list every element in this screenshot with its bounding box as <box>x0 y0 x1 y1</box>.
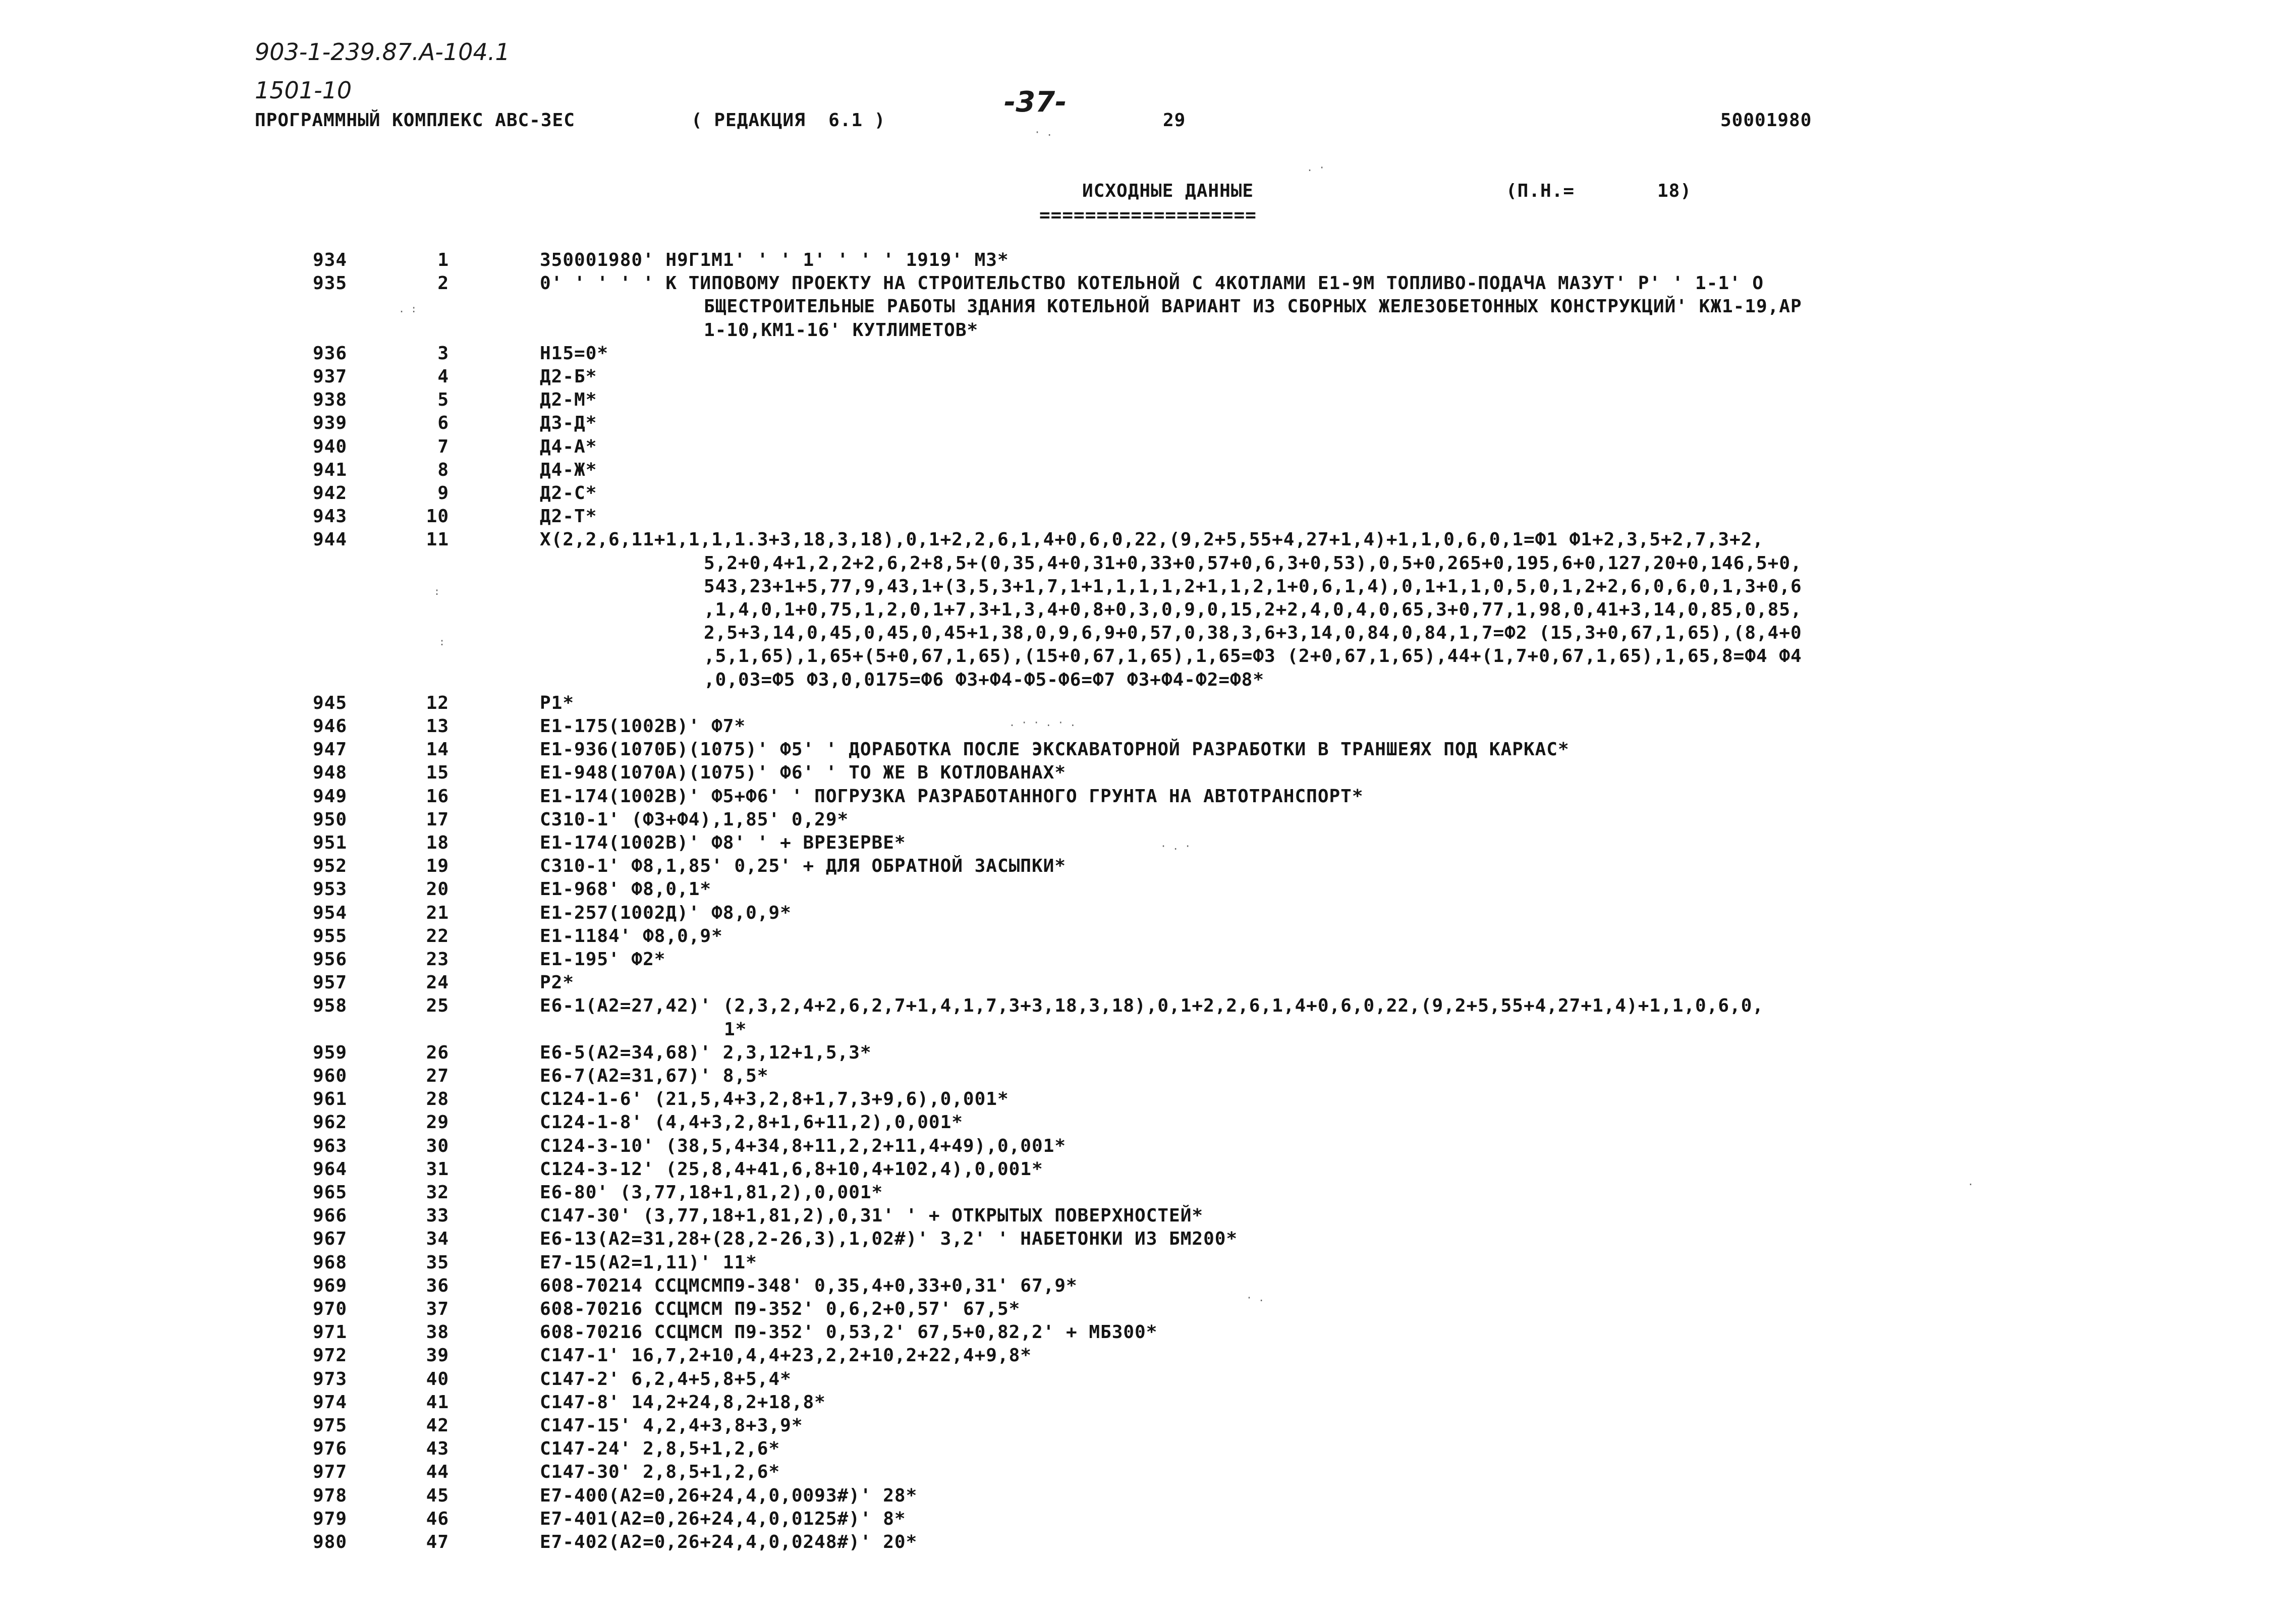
statement-number: 13 <box>426 716 449 737</box>
statement-text: Х(2,2,6,11+1,1,1,1.3+3,18,3,18),0,1+2,2,6,1,4+0,6,0,22,(9,2+5,55+4,27+1,4)+1,1,0,6,0,1=Ф1 Ф1+2,3,5+2,7,3+2, <box>540 529 1764 550</box>
statement-continuation: 2,5+3,14,0,45,0,45,0,45+1,38,0,9,6,9+0,57,0,38,3,6+3,14,0,84,0,84,1,7=Ф2 (15,3+0,67,1,65),(8,4+0 <box>704 623 1802 644</box>
line-number: 951 <box>312 832 347 853</box>
statement-number: 6 <box>437 413 449 434</box>
line-number: 964 <box>312 1158 347 1180</box>
statement-number: 31 <box>426 1158 449 1180</box>
statement-text: С147-24' 2,8,5+1,2,6* <box>540 1438 780 1460</box>
statement-text: С147-1' 16,7,2+10,4,4+23,2,2+10,2+22,4+9,8* <box>540 1345 1032 1366</box>
statement-continuation: 1-10,КМ1-16' КУТЛИМЕТОВ* <box>704 319 979 341</box>
statement-number: 42 <box>426 1415 449 1436</box>
line-number: 937 <box>312 366 347 387</box>
statement-text: Е1-174(1002В)' Ф8' ' + ВРЕЗЕРВЕ* <box>540 832 906 853</box>
statement-text: 608-70214 ССЦМСМП9-348' 0,35,4+0,33+0,31' 67,9* <box>540 1275 1078 1296</box>
statement-number: 41 <box>426 1392 449 1413</box>
statement-text: Е1-174(1002В)' Ф5+Ф6' ' ПОГРУЗКА РАЗРАБОТАННОГО ГРУНТА НА АВТОТРАНСПОРТ* <box>540 786 1364 807</box>
line-number: 944 <box>312 529 347 550</box>
line-number: 936 <box>312 343 347 364</box>
statement-number: 2 <box>437 273 449 294</box>
statement-text: Д2-Б* <box>540 366 597 387</box>
statement-number: 16 <box>426 786 449 807</box>
statement-text: С147-30' (3,77,18+1,81,2),0,31' ' + ОТКРЫТЫХ ПОВЕРХНОСТЕЙ* <box>540 1205 1204 1227</box>
line-number: 952 <box>312 856 347 877</box>
line-number: 980 <box>312 1532 347 1552</box>
statement-text: Е6-80' (3,77,18+1,81,2),0,001* <box>540 1182 883 1203</box>
line-number: 969 <box>312 1275 347 1296</box>
statement-number: 34 <box>426 1229 449 1250</box>
statement-number: 19 <box>426 856 449 877</box>
scan-speck: · . <box>1246 1292 1265 1304</box>
statement-number: 5 <box>437 390 449 411</box>
statement-text: Е6-1(А2=27,42)' (2,3,2,4+2,6,2,7+1,4,1,7,3+3,18,3,18),0,1+2,2,6,1,4+0,6,0,22,(9,2+5,55+4,27+1,4)+1,1,0,6,0, <box>540 995 1764 1017</box>
statement-number: 22 <box>426 925 449 947</box>
line-number: 973 <box>312 1368 347 1389</box>
statement-text: Е1-195' Ф2* <box>540 949 666 970</box>
statement-number: 9 <box>437 483 449 504</box>
statement-number: 24 <box>426 972 449 993</box>
statement-continuation: ,1,4,0,1+0,75,1,2,0,1+7,3+1,3,4+0,8+0,3,0,9,0,15,2+2,4,0,4,0,65,3+0,77,1,98,0,41+3,14,0,85,0,85, <box>704 599 1802 620</box>
statement-number: 32 <box>426 1182 449 1203</box>
line-number: 966 <box>312 1205 347 1227</box>
statement-number: 38 <box>426 1322 449 1343</box>
statement-number: 43 <box>426 1438 449 1460</box>
statement-number: 20 <box>426 879 449 900</box>
line-number: 954 <box>312 902 347 923</box>
line-number: 968 <box>312 1252 347 1273</box>
statement-text: Е1-948(1070А)(1075)' Ф6' ' ТО ЖЕ В КОТЛОВАНАХ* <box>540 762 1066 784</box>
statement-text: С147-2' 6,2,4+5,8+5,4* <box>540 1368 792 1389</box>
statement-number: 10 <box>426 506 449 527</box>
statement-text: Е7-15(А2=1,11)' 11* <box>540 1252 757 1273</box>
scan-speck: : <box>439 636 445 648</box>
statement-number: 15 <box>426 762 449 784</box>
section-title: ИСХОДНЫЕ ДАННЫЕ <box>1082 181 1254 201</box>
line-number: 961 <box>312 1089 347 1110</box>
statement-number: 27 <box>426 1066 449 1086</box>
line-number: 948 <box>312 762 347 784</box>
line-number: 960 <box>312 1066 347 1086</box>
line-number: 974 <box>312 1392 347 1413</box>
document-code: 50001980 <box>1720 110 1812 131</box>
page-ref-label: (П.Н.= <box>1506 181 1575 201</box>
statement-text: 0' ' ' ' ' К ТИПОВОМУ ПРОЕКТУ НА СТРОИТЕЛЬСТВО КОТЕЛЬНОЙ С 4КОТЛАМИ Е1-9М ТОПЛИВО-ПОДАЧА МАЗУТ' Р' ' 1-1' О <box>540 273 1764 294</box>
statement-text: Е1-1184' Ф8,0,9* <box>540 925 723 947</box>
line-number: 941 <box>312 459 347 480</box>
section-underline: =================== <box>1039 205 1257 226</box>
handwritten-page-number: -37- <box>1004 86 1067 119</box>
statement-number: 45 <box>426 1485 449 1506</box>
statement-number: 8 <box>437 459 449 480</box>
statement-text: 608-70216 ССЦМСМ П9-352' 0,6,2+0,57' 67,5* <box>540 1299 1021 1319</box>
line-number: 949 <box>312 786 347 807</box>
program-name: ПРОГРАММНЫЙ КОМПЛЕКС АВС-3ЕС <box>255 110 575 131</box>
statement-text: С147-15' 4,2,4+3,8+3,9* <box>540 1415 803 1436</box>
line-number: 956 <box>312 949 347 970</box>
line-number: 945 <box>312 692 347 713</box>
statement-number: 46 <box>426 1508 449 1529</box>
scan-speck: . · <box>1307 161 1325 174</box>
statement-continuation: 5,2+0,4+1,2,2+2,6,2+8,5+(0,35,4+0,31+0,33+0,57+0,6,3+0,53),0,5+0,265+0,195,6+0,127,20+0,146,5+0, <box>704 552 1802 574</box>
statement-continuation: БЩЕСТРОИТЕЛЬНЫЕ РАБОТЫ ЗДАНИЯ КОТЕЛЬНОЙ ВАРИАНТ ИЗ СБОРНЫХ ЖЕЛЕЗОБЕТОННЫХ КОНСТРУКЦИЙ' КЖ1-19,АР <box>704 296 1802 317</box>
statement-number: 30 <box>426 1135 449 1156</box>
statement-text: Е6-7(А2=31,67)' 8,5* <box>540 1066 769 1086</box>
line-number: 963 <box>312 1135 347 1156</box>
line-number: 958 <box>312 995 347 1017</box>
line-number: 940 <box>312 436 347 457</box>
statement-text: 350001980' Н9Г1М1' ' ' 1' ' ' ' 1919' М3* <box>540 250 1009 270</box>
statement-text: Д4-Ж* <box>540 459 597 480</box>
handwritten-doc-number: 903-1-239.87.А-104.1 <box>255 38 510 66</box>
edition: ( РЕДАКЦИЯ 6.1 ) <box>691 110 886 131</box>
statement-number: 28 <box>426 1089 449 1110</box>
statement-text: С147-30' 2,8,5+1,2,6* <box>540 1462 780 1483</box>
statement-text: Е6-5(А2=34,68)' 2,3,12+1,5,3* <box>540 1042 872 1063</box>
line-number: 967 <box>312 1229 347 1250</box>
statement-text: Д2-Т* <box>540 506 597 527</box>
statement-number: 7 <box>437 436 449 457</box>
scan-speck: . : <box>399 303 417 315</box>
statement-text: С124-3-12' (25,8,4+41,6,8+10,4+102,4),0,001* <box>540 1158 1043 1180</box>
statement-text: Е1-257(1002Д)' Ф8,0,9* <box>540 902 792 923</box>
statement-number: 44 <box>426 1462 449 1483</box>
statement-number: 3 <box>437 343 449 364</box>
statement-number: 17 <box>426 809 449 830</box>
line-number: 975 <box>312 1415 347 1436</box>
statement-text: С147-8' 14,2+24,8,2+18,8* <box>540 1392 826 1413</box>
statement-text: Е1-936(1070Б)(1075)' Ф5' ' ДОРАБОТКА ПОСЛЕ ЭКСКАВАТОРНОЙ РАЗРАБОТКИ В ТРАНШЕЯХ ПОД КАРКАС* <box>540 739 1570 760</box>
line-number: 979 <box>312 1508 347 1529</box>
page-number: 29 <box>1163 110 1186 131</box>
statement-number: 1 <box>437 250 449 270</box>
line-number: 957 <box>312 972 347 993</box>
statement-number: 21 <box>426 902 449 923</box>
line-number: 970 <box>312 1299 347 1319</box>
statement-number: 26 <box>426 1042 449 1063</box>
statement-number: 11 <box>426 529 449 550</box>
line-number: 959 <box>312 1042 347 1063</box>
line-number: 943 <box>312 506 347 527</box>
statement-number: 37 <box>426 1299 449 1319</box>
statement-text: С310-1' (Ф3+Ф4),1,85' 0,29* <box>540 809 849 830</box>
line-number: 947 <box>312 739 347 760</box>
statement-number: 39 <box>426 1345 449 1366</box>
line-number: 953 <box>312 879 347 900</box>
statement-text: Е7-400(А2=0,26+24,4,0,0093#)' 28* <box>540 1485 918 1506</box>
statement-number: 25 <box>426 995 449 1017</box>
statement-text: Н15=0* <box>540 343 609 364</box>
statement-text: Д3-Д* <box>540 413 597 434</box>
line-number: 976 <box>312 1438 347 1460</box>
line-number: 942 <box>312 483 347 504</box>
line-number: 965 <box>312 1182 347 1203</box>
statement-number: 40 <box>426 1368 449 1389</box>
statement-number: 29 <box>426 1112 449 1133</box>
line-number: 950 <box>312 809 347 830</box>
statement-number: 47 <box>426 1532 449 1552</box>
statement-continuation: ,0,03=Ф5 Ф3,0,0175=Ф6 Ф3+Ф4-Ф5-Ф6=Ф7 Ф3+Ф4-Ф2=Ф8* <box>704 669 1265 690</box>
statement-number: 14 <box>426 739 449 760</box>
statement-number: 36 <box>426 1275 449 1296</box>
line-number: 977 <box>312 1462 347 1483</box>
statement-text: Е1-968' Ф8,0,1* <box>540 879 712 900</box>
line-number: 955 <box>312 925 347 947</box>
statement-text: С124-1-8' (4,4+3,2,8+1,6+11,2),0,001* <box>540 1112 963 1133</box>
statement-text: С310-1' Ф8,1,85' 0,25' + ДЛЯ ОБРАТНОЙ ЗАСЫПКИ* <box>540 856 1066 877</box>
statement-text: Е1-175(1002В)' Ф7* <box>540 716 746 737</box>
scan-speck: · . <box>1034 126 1053 138</box>
scan-speck: . · · . · . <box>1009 716 1076 729</box>
statement-number: 35 <box>426 1252 449 1273</box>
statement-number: 33 <box>426 1205 449 1227</box>
statement-number: 12 <box>426 692 449 713</box>
line-number: 938 <box>312 390 347 411</box>
line-number: 939 <box>312 413 347 434</box>
statement-continuation: ,5,1,65),1,65+(5+0,67,1,65),(15+0,67,1,65),1,65=Ф3 (2+0,67,1,65),44+(1,7+0,67,1,65),1,65,8=Ф4 Ф4 <box>704 646 1802 667</box>
statement-text: Р2* <box>540 972 575 993</box>
statement-continuation: 543,23+1+5,77,9,43,1+(3,5,3+1,7,1+1,1,1,1,2+1,1,2,1+0,6,1,4),0,1+1,1,0,5,0,1,2+2,6,0,6,0,1,3+0,6 <box>704 576 1802 597</box>
statement-number: 18 <box>426 832 449 853</box>
statement-text: С124-1-6' (21,5,4+3,2,8+1,7,3+9,6),0,001* <box>540 1089 1009 1110</box>
line-number: 946 <box>312 716 347 737</box>
line-number: 971 <box>312 1322 347 1343</box>
statement-text: Е6-13(А2=31,28+(28,2-26,3),1,02#)' 3,2' ' НАБЕТОНКИ ИЗ БМ200* <box>540 1229 1238 1250</box>
statement-text: Д2-С* <box>540 483 597 504</box>
statement-text: Д4-А* <box>540 436 597 457</box>
statement-number: 4 <box>437 366 449 387</box>
statement-number: 23 <box>426 949 449 970</box>
line-number: 962 <box>312 1112 347 1133</box>
statement-text: 608-70216 ССЦМСМ П9-352' 0,53,2' 67,5+0,82,2' + МБ300* <box>540 1322 1158 1343</box>
line-number: 935 <box>312 273 347 294</box>
scan-speck: · . · <box>1160 840 1191 852</box>
statement-text: Д2-М* <box>540 390 597 411</box>
line-number: 972 <box>312 1345 347 1366</box>
page-ref-value: 18) <box>1657 181 1692 201</box>
statement-continuation: 1* <box>724 1019 747 1040</box>
statement-text: Е7-401(А2=0,26+24,4,0,0125#)' 8* <box>540 1508 906 1529</box>
scan-speck: . <box>1968 1176 1974 1188</box>
line-number: 934 <box>312 250 347 270</box>
handwritten-sheet-number: 1501-10 <box>255 77 352 104</box>
statement-text: С124-3-10' (38,5,4+34,8+11,2,2+11,4+49),0,001* <box>540 1135 1066 1156</box>
statement-text: Р1* <box>540 692 575 713</box>
scan-speck: : <box>434 585 440 597</box>
statement-text: Е7-402(А2=0,26+24,4,0,0248#)' 20* <box>540 1532 918 1552</box>
line-number: 978 <box>312 1485 347 1506</box>
